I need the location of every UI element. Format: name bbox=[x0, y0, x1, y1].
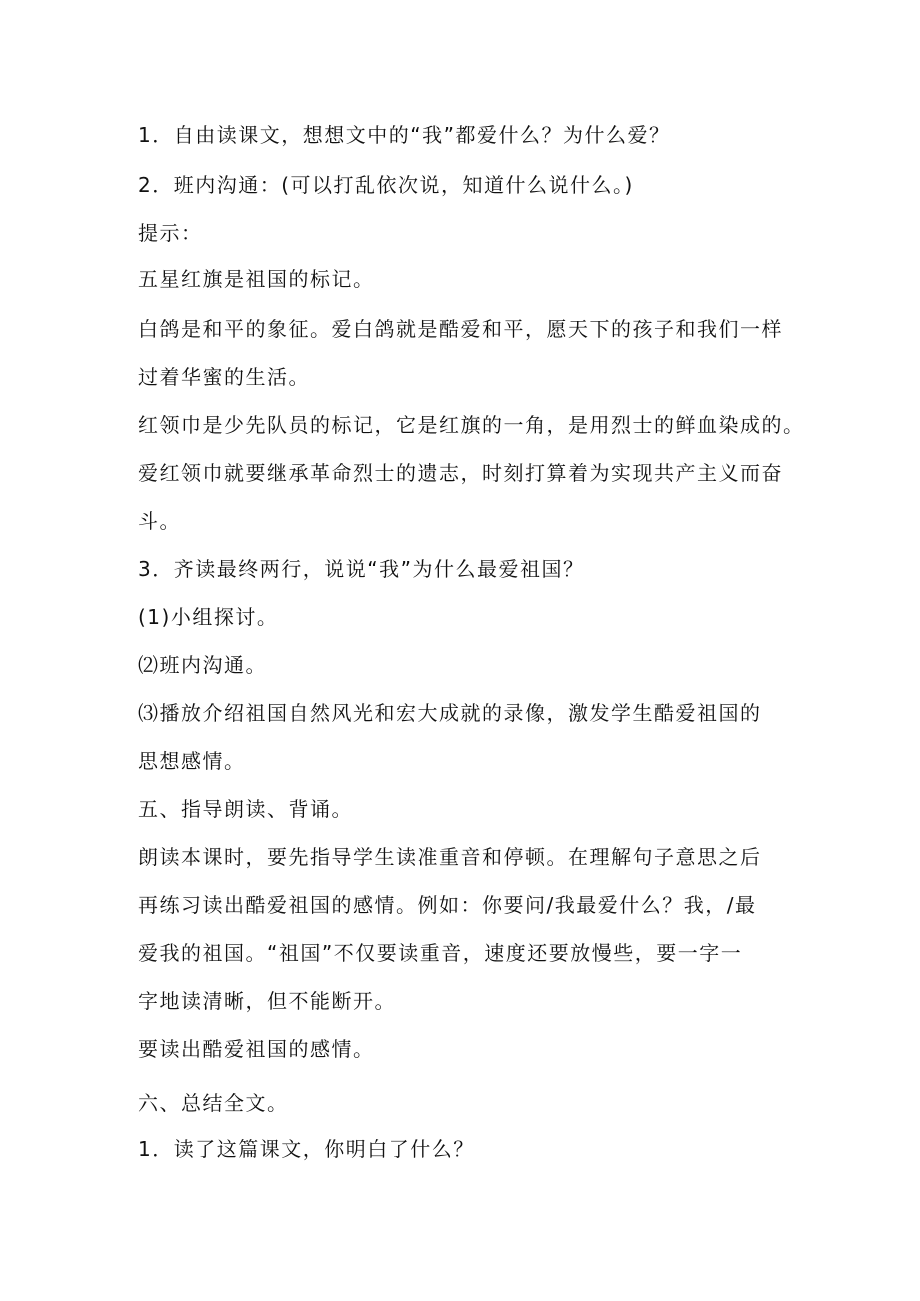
question-1: 1．自由读课文，想想文中的“我”都爱什么？为什么爱？ bbox=[138, 123, 671, 147]
paragraph-line: 过着华蜜的生活。 bbox=[138, 365, 310, 389]
paragraph-line: 思想感情。 bbox=[138, 749, 246, 773]
question-1: 1．读了这篇课文，你明白了什么？ bbox=[138, 1137, 475, 1161]
paragraph-line: 爱红领巾就要继承革命烈士的遗志，时刻打算着为实现共产主义而奋 bbox=[138, 461, 783, 485]
paragraph-line: 爱我的祖国。“祖国”不仅要读重音，速度还要放慢些，要一字一 bbox=[138, 941, 743, 965]
paragraph-line: 朗读本课时，要先指导学生读准重音和停顿。在理解句子意思之后 bbox=[138, 845, 762, 869]
paragraph-line: 白鸽是和平的象征。爱白鸽就是酷爱和平，愿天下的孩子和我们一样 bbox=[138, 317, 783, 341]
section-heading: 六、总结全文。 bbox=[138, 1091, 289, 1115]
paragraph-line: 红领巾是少先队员的标记，它是红旗的一角，是用烈士的鲜血染成的。 bbox=[138, 413, 805, 437]
question-3: 3．齐读最终两行，说说“我”为什么最爱祖国？ bbox=[138, 557, 585, 581]
paragraph-line: 五星红旗是祖国的标记。 bbox=[138, 267, 375, 291]
paragraph-line: 斗。 bbox=[138, 509, 181, 533]
paragraph-line: 再练习读出酷爱祖国的感情。例如：你要问/我最爱什么？我，/最 bbox=[138, 893, 757, 917]
section-heading: 五、指导朗读、背诵。 bbox=[138, 797, 353, 821]
list-item: ⑵班内沟通。 bbox=[138, 653, 267, 677]
hint-label: 提示： bbox=[138, 221, 203, 245]
paragraph-line: 字地读清晰，但不能断开。 bbox=[138, 989, 396, 1013]
paragraph-line: 要读出酷爱祖国的感情。 bbox=[138, 1037, 375, 1061]
question-2: 2．班内沟通：(可以打乱依次说，知道什么说什么。) bbox=[138, 173, 634, 197]
list-item: ⑶播放介绍祖国自然风光和宏大成就的录像，激发学生酷爱祖国的 bbox=[138, 701, 762, 725]
list-item: (1)小组探讨。 bbox=[138, 605, 279, 629]
